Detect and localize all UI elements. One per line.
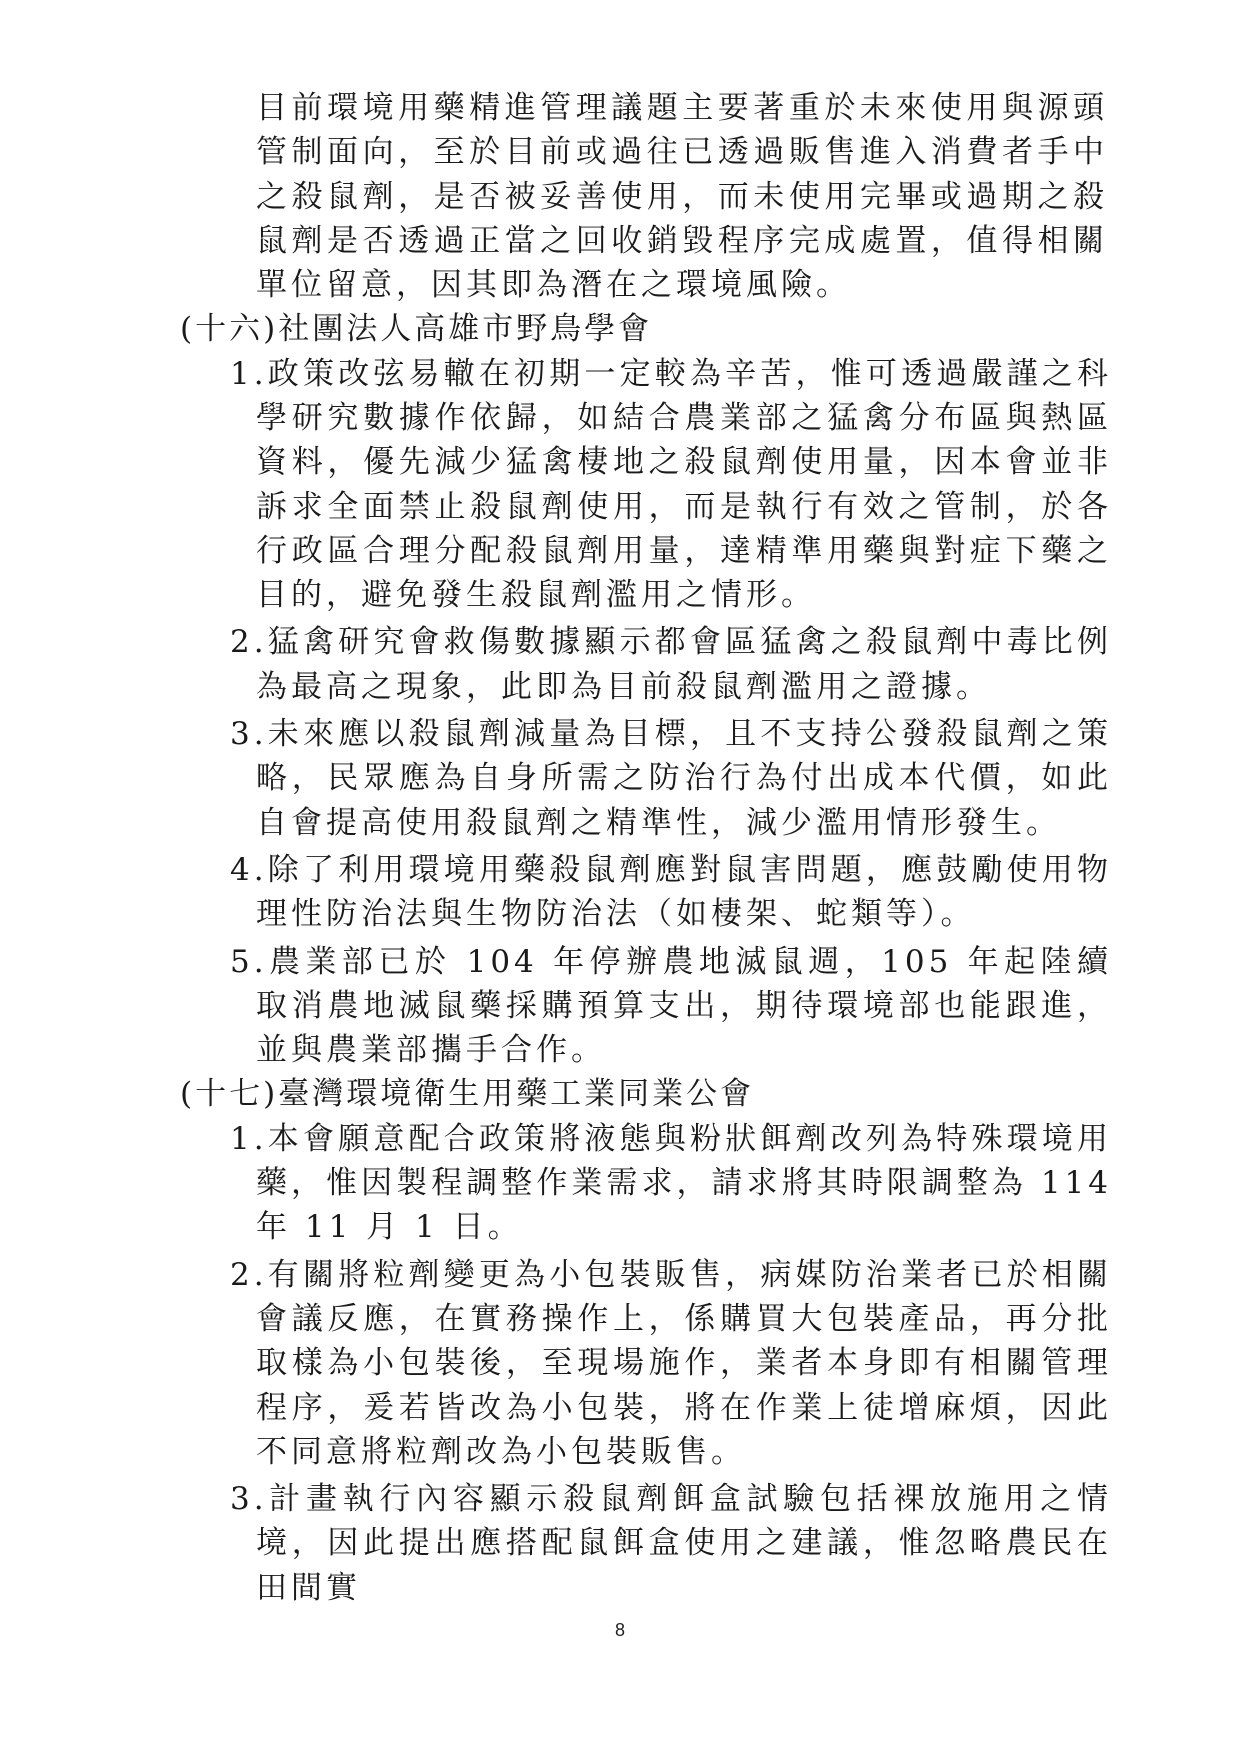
list-item-17-1: 1.本會願意配合政策將液態與粉狀餌劑改列為特殊環境用藥，惟因製程調整作業需求，請求將其時限調整為 114 年 11 月 1 日。 bbox=[230, 1120, 1112, 1246]
list-item-17-3: 3.計畫執行內容顯示殺鼠劑餌盒試驗包括裸放施用之情境，因此提出應搭配鼠餌盒使用之建議，惟忽略農民在田間實 bbox=[230, 1481, 1112, 1606]
section-heading-16: (十六)社團法人高雄市野鳥學會 bbox=[180, 311, 653, 348]
list-item-16-4: 4.除了利用環境用藥殺鼠劑應對鼠害問題，應鼓勵使用物理性防治法與生物防治法（如棲架、蛇類等）。 bbox=[230, 852, 1112, 933]
section-heading-17: (十七)臺灣環境衛生用藥工業同業公會 bbox=[180, 1076, 755, 1113]
intro-paragraph: 目前環境用藥精進管理議題主要著重於未來使用與源頭管制面向，至於目前或過往已透過販售進入消費者手中之殺鼠劑，是否被妥善使用，而未使用完畢或過期之殺鼠劑是否透過正當之回收銷毀程序完成處置，值得相關單位留意，因其即為潛在之環境風險。 bbox=[256, 90, 1108, 304]
list-item-16-3: 3.未來應以殺鼠劑減量為目標，且不支持公發殺鼠劑之策略，民眾應為自身所需之防治行為付出成本代價，如此自會提高使用殺鼠劑之精準性，減少濫用情形發生。 bbox=[230, 716, 1112, 841]
page-number: 8 bbox=[614, 1620, 625, 1640]
list-item-16-5: 5.農業部已於 104 年停辦農地滅鼠週，105 年起陸續取消農地滅鼠藥採購預算支出，期待環境部也能跟進，並與農業部攜手合作。 bbox=[230, 943, 1112, 1069]
list-item-17-2: 2.有關將粒劑變更為小包裝販售，病媒防治業者已於相關會議反應，在實務操作上，係購買大包裝產品，再分批取樣為小包裝後，至現場施作，業者本身即有相關管理程序，爰若皆改為小包裝，將在作業上徒增麻煩，因此不同意將粒劑改為小包裝販售。 bbox=[230, 1256, 1112, 1470]
list-item-16-2: 2.猛禽研究會救傷數據顯示都會區猛禽之殺鼠劑中毒比例為最高之現象，此即為目前殺鼠劑濫用之證據。 bbox=[230, 624, 1112, 705]
list-item-16-1: 1.政策改弦易轍在初期一定較為辛苦，惟可透過嚴謹之科學研究數據作依歸，如結合農業部之猛禽分布區與熱區資料，優先減少猛禽棲地之殺鼠劑使用量，因本會並非訴求全面禁止殺鼠劑使用，而是執行有效之管制，於各行政區合理分配殺鼠劑用量，達精準用藥與對症下藥之目的，避免發生殺鼠劑濫用之情形。 bbox=[230, 355, 1112, 614]
